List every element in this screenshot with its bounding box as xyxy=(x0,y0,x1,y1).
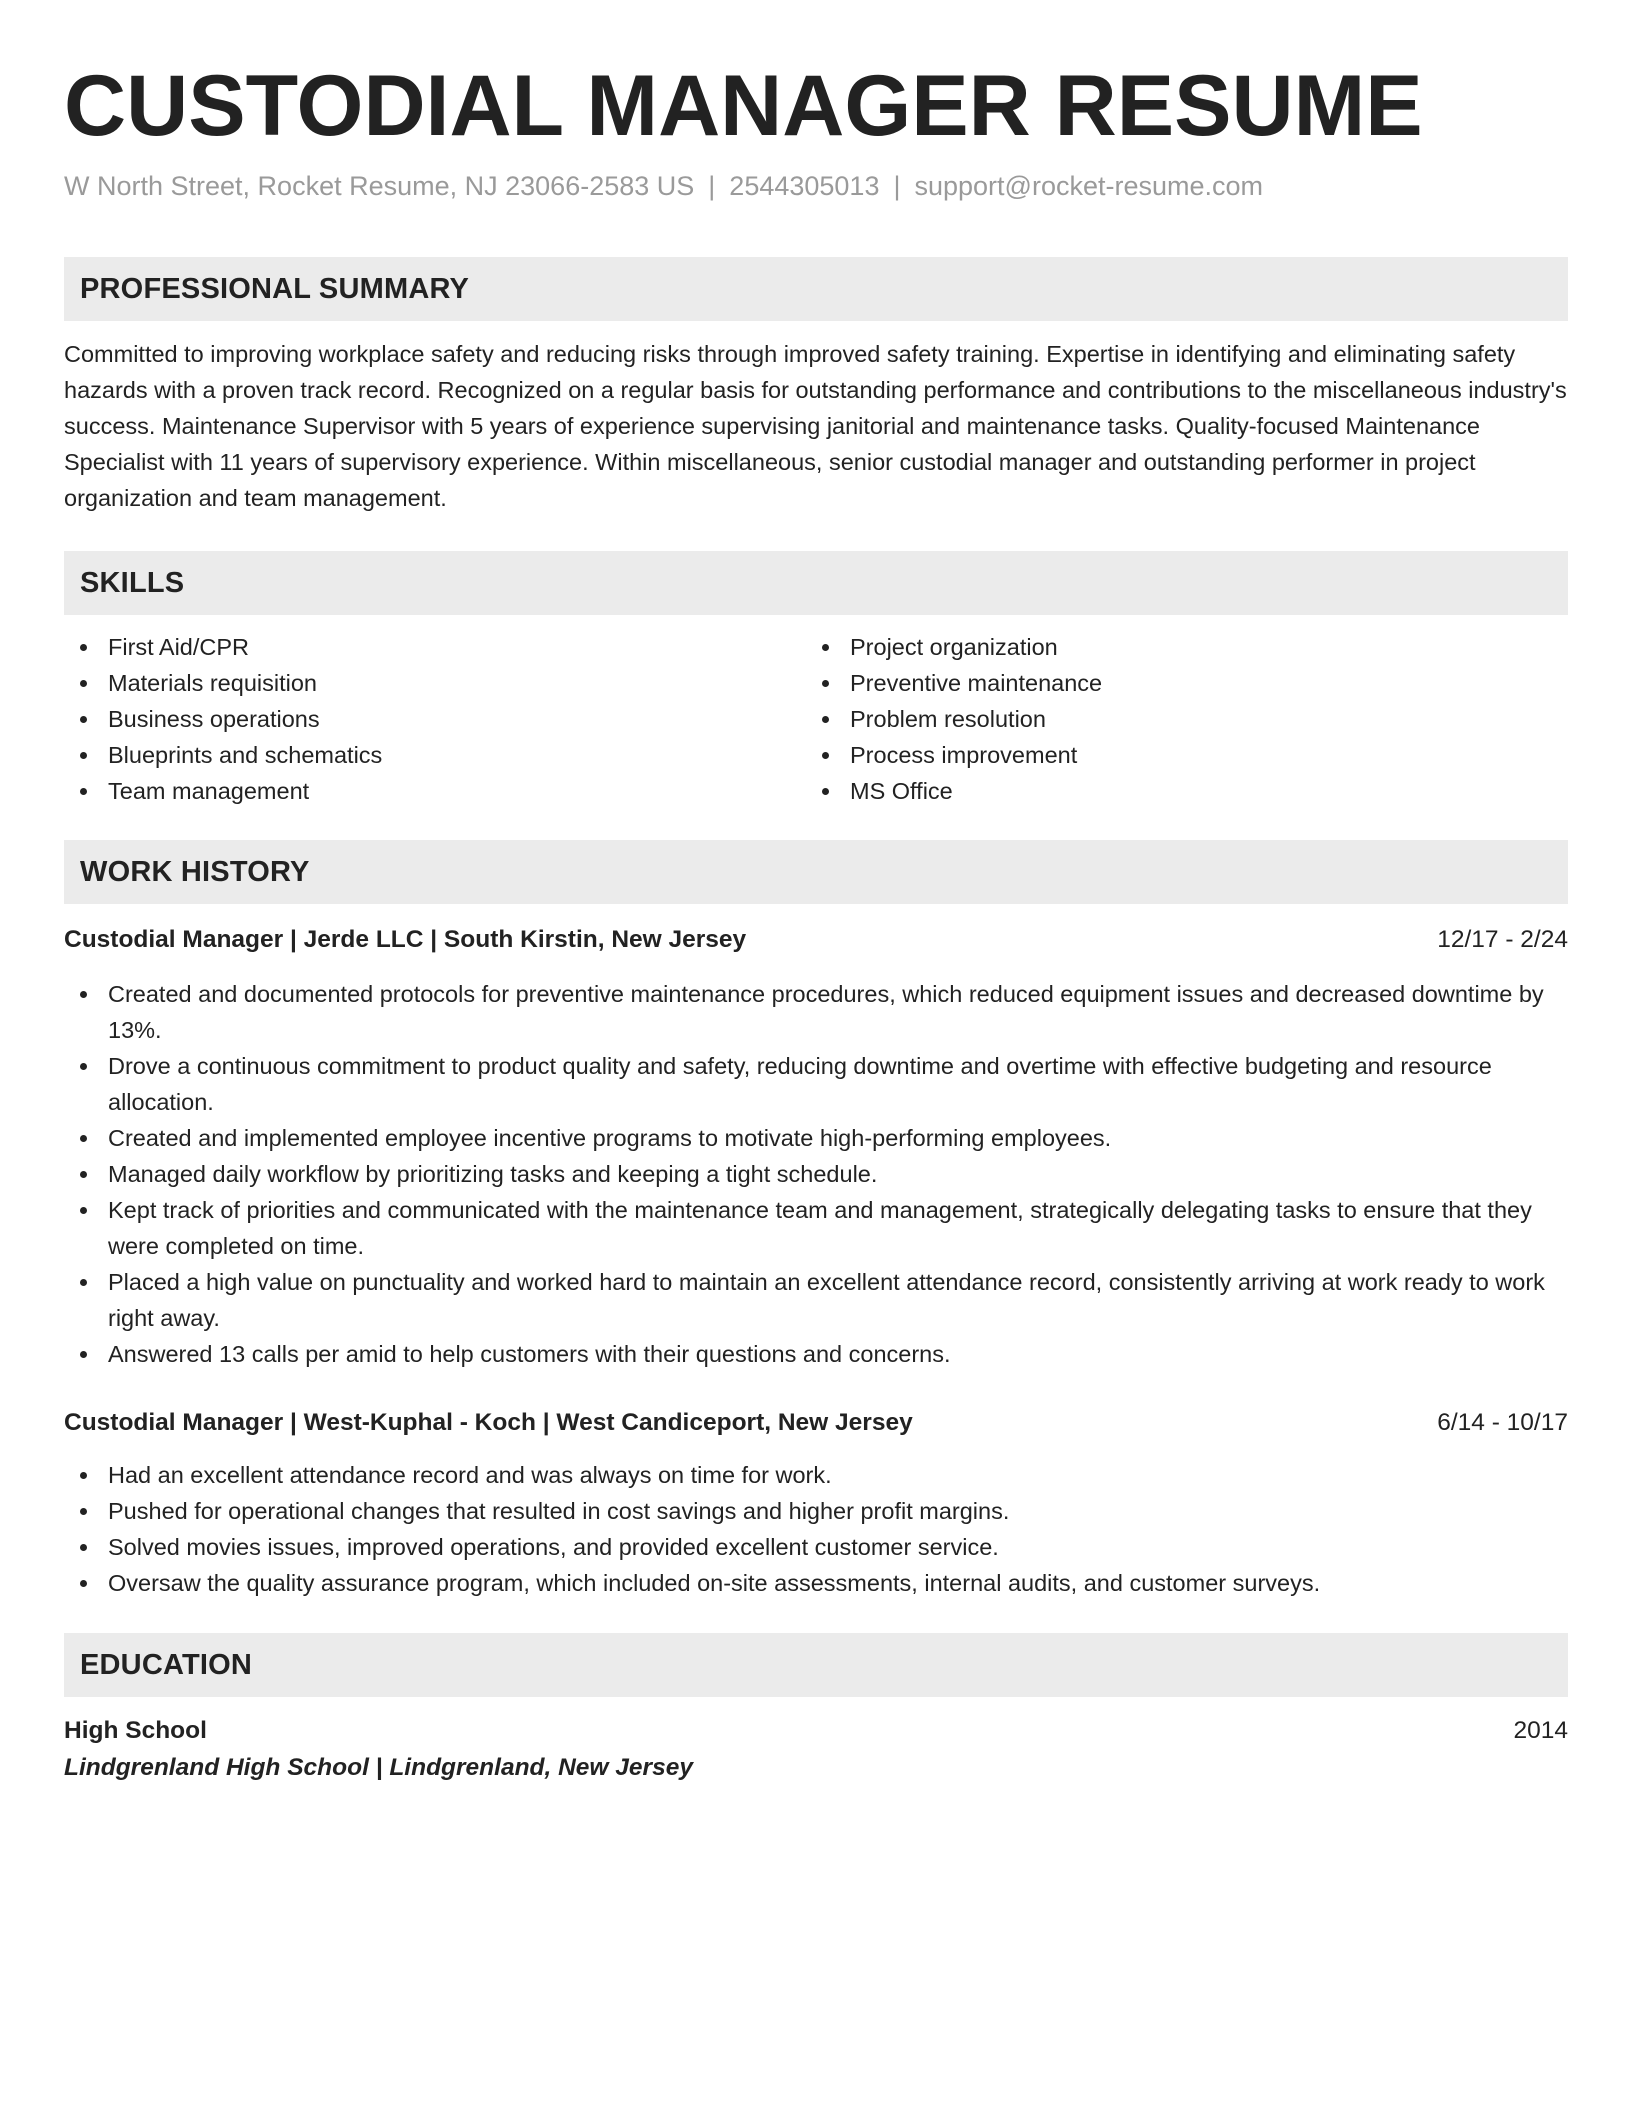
job-bullets xyxy=(64,1457,1568,1601)
skill-item: Project organization xyxy=(806,629,1548,665)
contact-separator: | xyxy=(893,171,901,201)
skills-column-left xyxy=(64,629,806,809)
resume-page xyxy=(64,56,1568,1787)
job-dates: 12/17 - 2/24 xyxy=(1437,926,1568,953)
job-header xyxy=(64,922,1568,958)
skill-item: Problem resolution xyxy=(806,701,1548,737)
skill-item: MS Office xyxy=(806,773,1548,809)
job-entry xyxy=(64,922,1568,1372)
job-bullet: Pushed for operational changes that resulted in cost savings and higher profit margins. xyxy=(64,1493,1568,1529)
skill-item: Materials requisition xyxy=(64,665,806,701)
job-bullet: Had an excellent attendance record and was always on time for work. xyxy=(64,1457,1568,1493)
job-header xyxy=(64,1405,1568,1441)
summary-heading: PROFESSIONAL SUMMARY xyxy=(64,257,1568,321)
summary-text: Committed to improving workplace safety and reducing risks through improved safety training. Expertise in identifying and eliminating safety hazards with a proven track record. Recognized on a regular basis for outstanding performance and contributions to the miscellaneous industry's success. Maintenance Supervisor with 5 years of experience supervising janitorial and maintenance tasks. Quality-focused Maintenance Specialist with 11 years of supervisory experience. Within miscellaneous, senior custodial manager and outstanding performer in project organization and team management. xyxy=(64,341,1567,511)
contact-line xyxy=(64,168,1568,204)
job-bullet: Placed a high value on punctuality and worked hard to maintain an excellent attendance record, consistently arriving at work ready to work right away. xyxy=(64,1264,1568,1336)
job-bullet: Created and documented protocols for preventive maintenance procedures, which reduced equipment issues and decreased downtime by 13%. xyxy=(64,976,1568,1048)
skill-item: Process improvement xyxy=(806,737,1548,773)
skills-list xyxy=(64,629,1568,809)
resume-title: CUSTODIAL MANAGER RESUME xyxy=(64,58,1423,154)
education-heading: EDUCATION xyxy=(64,1633,1568,1697)
contact-email[interactable]: support@rocket-resume.com xyxy=(914,171,1264,201)
job-bullets xyxy=(64,976,1568,1372)
job-bullet: Solved movies issues, improved operations, and provided excellent customer service. xyxy=(64,1529,1568,1565)
work-history-heading: WORK HISTORY xyxy=(64,840,1568,904)
skill-item: Preventive maintenance xyxy=(806,665,1548,701)
education-degree: High School xyxy=(64,1717,207,1744)
job-entry xyxy=(64,1405,1568,1601)
job-bullet: Answered 13 calls per amid to help customers with their questions and concerns. xyxy=(64,1336,1568,1372)
job-bullet: Oversaw the quality assurance program, which included on-site assessments, internal audits, and customer surveys. xyxy=(64,1565,1568,1601)
contact-phone: 2544305013 xyxy=(729,171,880,201)
job-bullet: Managed daily workflow by prioritizing tasks and keeping a tight schedule. xyxy=(64,1156,1568,1192)
job-title: Custodial Manager | West-Kuphal - Koch | West Candiceport, New Jersey xyxy=(64,1409,913,1436)
skill-item: First Aid/CPR xyxy=(64,629,806,665)
skill-item: Blueprints and schematics xyxy=(64,737,806,773)
skill-item: Business operations xyxy=(64,701,806,737)
job-dates: 6/14 - 10/17 xyxy=(1437,1409,1568,1436)
contact-address: W North Street, Rocket Resume, NJ 23066-2583 US xyxy=(64,171,695,201)
job-bullet: Kept track of priorities and communicated with the maintenance team and management, strategically delegating tasks to ensure that they were completed on time. xyxy=(64,1192,1568,1264)
skills-column-right xyxy=(806,629,1548,809)
job-title: Custodial Manager | Jerde LLC | South Kirstin, New Jersey xyxy=(64,926,747,953)
contact-separator: | xyxy=(708,171,716,201)
skill-item: Team management xyxy=(64,773,806,809)
education-year: 2014 xyxy=(1513,1717,1568,1744)
job-bullet: Drove a continuous commitment to product quality and safety, reducing downtime and overtime with effective budgeting and resource allocation. xyxy=(64,1048,1568,1120)
job-bullet: Created and implemented employee incentive programs to motivate high-performing employees. xyxy=(64,1120,1568,1156)
education-header xyxy=(64,1713,1568,1749)
education-school: Lindgrenland High School | Lindgrenland, New Jersey xyxy=(64,1754,693,1781)
skills-heading: SKILLS xyxy=(64,551,1568,615)
